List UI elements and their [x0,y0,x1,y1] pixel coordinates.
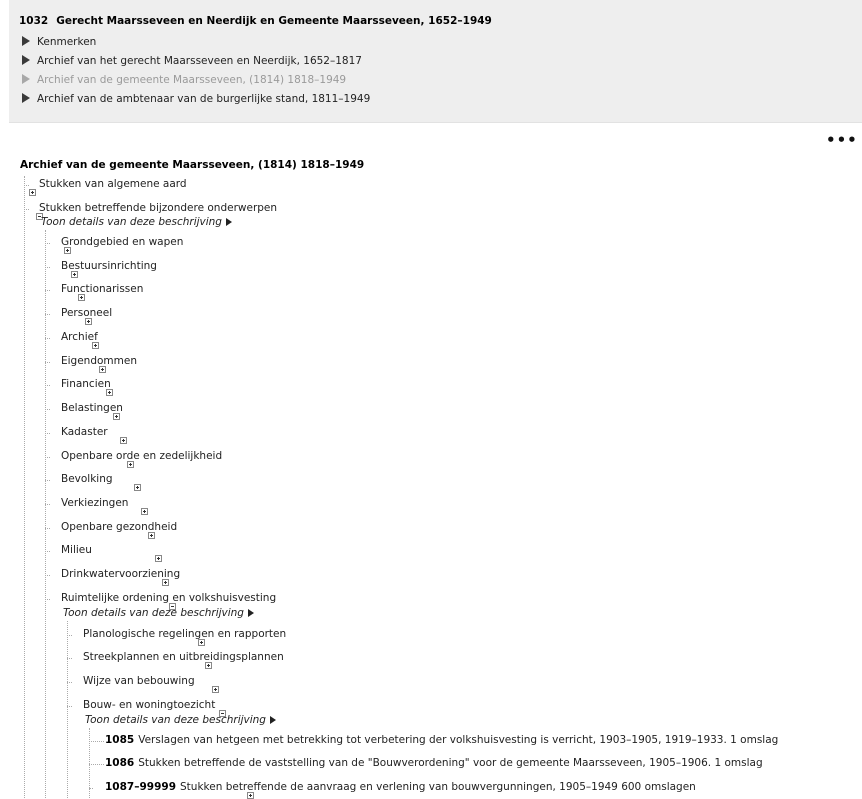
tree-node-subject[interactable]: Archief [61,331,98,343]
tree-connector-line [45,314,50,315]
tree-connector-line [45,528,50,529]
inventory-number: 1086 [105,757,135,769]
tree-connector-line [45,267,50,268]
show-details-link[interactable] [85,714,276,726]
expand-plus-icon[interactable] [78,294,85,301]
link-archief-burgerlijke-stand[interactable] [22,93,370,105]
expand-plus-icon[interactable] [134,484,141,491]
tree-connector-line [45,457,50,458]
tree-node-subject[interactable]: Kadaster [61,426,108,438]
tree-connector-line [45,480,50,481]
expand-plus-icon[interactable] [92,342,99,349]
expand-plus-icon[interactable] [113,413,120,420]
link-label: Archief van de ambtenaar van de burgerlijke stand, 1811–1949 [37,93,371,105]
tree-connector-line [45,504,50,505]
link-archief-gerecht[interactable] [22,55,362,67]
tree-node-subject[interactable]: Financien [61,378,111,390]
tree-connector-line [89,788,93,789]
triangle-right-icon [22,55,30,65]
inventory-item[interactable] [105,734,778,746]
expand-plus-icon[interactable] [162,579,169,586]
triangle-right-icon [270,716,276,724]
expand-plus-icon[interactable] [198,639,205,646]
tree-node-subject[interactable]: Bestuursinrichting [61,260,157,272]
expand-plus-icon[interactable] [99,366,106,373]
tree-connector-line [24,185,29,186]
expand-plus-icon[interactable] [71,271,78,278]
inventory-description: Stukken betreffende de vaststelling van de "Bouwverordening" voor de gemeente Maarsseveen, 1905–1906. 1 omslag [138,757,763,769]
triangle-right-icon [22,93,30,103]
show-details-link[interactable] [63,607,254,619]
tree-node-subject[interactable]: Verkiezingen [61,497,129,509]
header-panel [9,0,862,123]
expand-plus-icon[interactable] [127,461,134,468]
link-label: Archief van het gerecht Maarsseveen en Neerdijk, 1652–1817 [37,55,362,67]
tree-node-subject[interactable]: Grondgebied en wapen [61,236,184,248]
tree-node-subsection[interactable]: Planologische regelingen en rapporten [83,628,287,640]
triangle-right-icon [226,218,232,226]
tree-connector-line [45,243,50,244]
triangle-right-icon [22,74,30,84]
inventory-description: Stukken betreffende de aanvraag en verlening van bouwvergunningen, 1905–1949 600 omslagen [180,781,696,793]
archive-title-text: Gerecht Maarsseveen en Neerdijk en Gemeente Maarsseveen, 1652–1949 [56,15,492,27]
tree-node-subject[interactable]: Openbare orde en zedelijkheid [61,450,223,462]
tree-node-subject[interactable]: Belastingen [61,402,123,414]
inventory-item[interactable] [105,757,763,769]
tree-connector-line [45,409,50,410]
tree-node-subsection[interactable]: Wijze van bebouwing [83,675,195,687]
link-label: Archief van de gemeente Maarsseveen, (1814) 1818–1949 [37,74,347,86]
expand-plus-icon[interactable] [64,247,71,254]
expand-plus-icon[interactable] [205,662,212,669]
inventory-description: Verslagen van hetgeen met betrekking tot verbetering der volkshuisvesting is verricht, 1903–1905, 1919–1933. 1 omslag [138,734,779,746]
tree-node-subsection[interactable]: Streekplannen en uitbreidingsplannen [83,651,284,663]
tree-node-subject[interactable]: Eigendommen [61,355,137,367]
tree-guide-line [67,621,68,798]
tree-connector-line [45,551,50,552]
tree-node-stukken-bijzondere-onderwerpen[interactable]: Stukken betreffende bijzondere onderwerpen [39,202,278,214]
tree-connector-line [45,385,50,386]
tree-connector-line [45,599,50,600]
expand-plus-icon[interactable] [155,555,162,562]
tree-node-subsection[interactable]: Bouw- en woningtoezicht [83,699,216,711]
link-label: Kenmerken [37,36,97,48]
inventory-number: 1085 [105,734,135,746]
link-kenmerken[interactable] [22,36,96,48]
more-options-button[interactable]: ••• [826,131,858,149]
tree-connector-line [45,433,50,434]
details-link-label: Toon details van deze beschrijving [41,216,222,228]
expand-plus-icon[interactable] [212,686,219,693]
tree-connector-line [67,635,72,636]
expand-plus-icon[interactable] [141,508,148,515]
inventory-number: 1087–99999 [105,781,177,793]
tree-node-subject[interactable]: Ruimtelijke ordening en volkshuisvesting [61,592,277,604]
tree-connector-line [67,706,72,707]
expand-plus-icon[interactable] [29,189,36,196]
tree-guide-line [45,230,46,798]
tree-connector-line [89,741,104,742]
expand-plus-icon[interactable] [106,389,113,396]
triangle-right-icon [248,609,254,617]
tree-connector-line [45,290,50,291]
expand-plus-icon[interactable] [148,532,155,539]
tree-connector-line [45,575,50,576]
tree-node-subject[interactable]: Milieu [61,544,92,556]
tree-node-subject[interactable]: Bevolking [61,473,113,485]
tree-connector-line [45,338,50,339]
inventory-item[interactable] [105,781,696,793]
archive-number: 1032 [19,15,49,27]
tree-node-subject[interactable]: Drinkwatervoorziening [61,568,181,580]
tree-connector-line [45,362,50,363]
expand-plus-icon[interactable] [85,318,92,325]
tree-node-stukken-algemene-aard[interactable]: Stukken van algemene aard [39,178,187,190]
show-details-link[interactable] [41,216,232,228]
archive-title [19,15,492,27]
tree-node-subject[interactable]: Functionarissen [61,283,144,295]
tree-connector-line [24,209,29,210]
tree-node-subject[interactable]: Openbare gezondheid [61,521,178,533]
details-link-label: Toon details van deze beschrijving [63,607,244,619]
tree-node-subject[interactable]: Personeel [61,307,113,319]
tree-guide-line [24,176,25,798]
link-archief-gemeente-current[interactable] [22,74,346,86]
expand-plus-icon[interactable] [120,437,127,444]
section-title: Archief van de gemeente Maarsseveen, (1814) 1818–1949 [20,159,365,171]
tree-connector-line [67,682,72,683]
triangle-right-icon [22,36,30,46]
tree-connector-line [67,658,72,659]
details-link-label: Toon details van deze beschrijving [85,714,266,726]
tree-connector-line [89,764,104,765]
